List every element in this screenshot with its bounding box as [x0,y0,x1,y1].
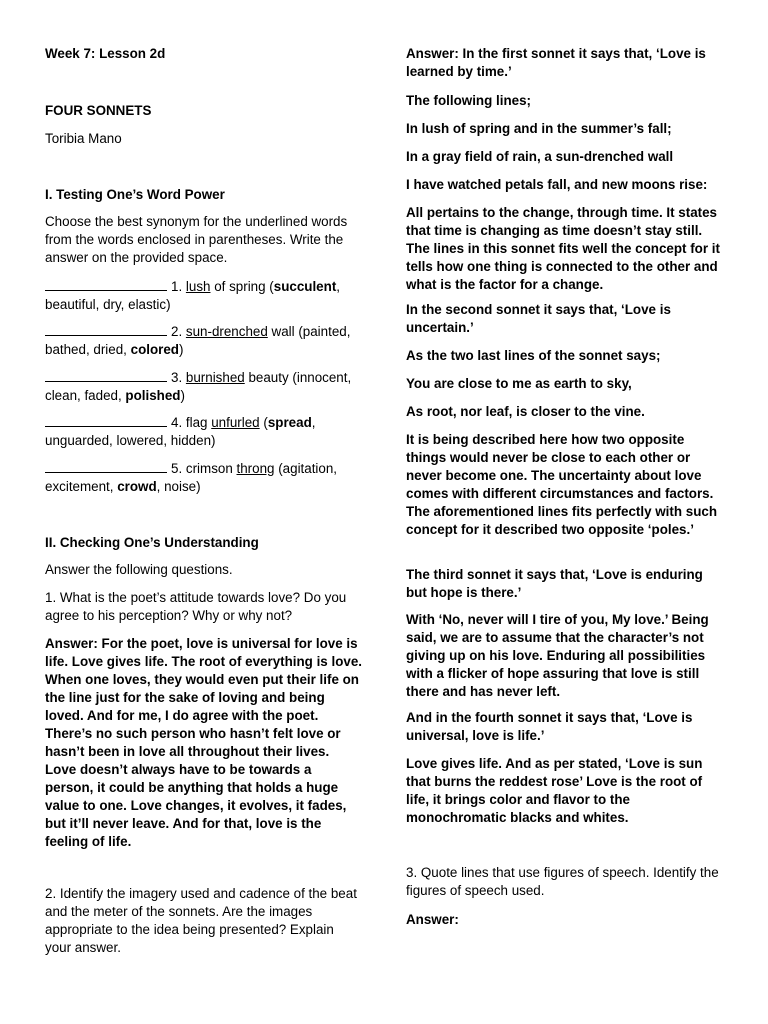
answer-blank[interactable] [45,322,167,336]
quoted-line: You are close to me as earth to sky, [406,376,632,391]
page-title: FOUR SONNETS [45,103,152,118]
question-3: 3. Quote lines that use figures of speech. Identify the figures of speech used. [406,865,719,898]
vocab-item-3: 3. burnished beauty (innocent, clean, faded, polished) [45,370,352,403]
answer-paragraph: It is being described here how two opposite things would never be close to each other or never become one. The uncertainty about love comes with different circumstances and factors. The aforementioned lines fits perfectly with such concept for it described two opposite ‘poles.’ [406,432,718,537]
answer-blank[interactable] [45,459,167,473]
question-2: 2. Identify the imagery used and cadence of the beat and the meter of the sonnets. Are the images appropriate to the idea being presented? Explain your answer. [45,886,357,955]
quoted-line: In a gray field of rain, a sun-drenched wall [406,149,674,164]
answer-paragraph: With ‘No, never will I tire of you, My love.’ Being said, we are to assume that the character’s not giving up on his love. Enduring all possibilities with a flicker of hope assuring that love is still there and has never left. [406,612,709,699]
section-2-heading: II. Checking One’s Understanding [45,535,259,550]
vocab-item-2: 2. sun-drenched wall (painted, bathed, dried, colored) [45,324,351,357]
week-label: Week 7: Lesson 2d [45,46,166,61]
quoted-line: In lush of spring and in the summer’s fall; [406,121,672,136]
question-1: 1. What is the poet’s attitude towards love? Do you agree to his perception? Why or why not? [45,590,347,623]
section-1-heading: I. Testing One’s Word Power [45,187,225,202]
author-name: Toribia Mano [45,131,122,146]
answer-3-label: Answer: [406,912,459,927]
vocab-item-4: 4. flag unfurled (spread, unguarded, lowered, hidden) [45,415,316,448]
quoted-line: As root, nor leaf, is closer to the vine. [406,404,645,419]
answer-paragraph: Love gives life. And as per stated, ‘Love is sun that burns the reddest rose’ Love is the root of life, it brings color and flavor to the monochromatic blacks and whites. [406,756,703,825]
answer-paragraph: The following lines; [406,93,531,108]
answer-paragraph: And in the fourth sonnet it says that, ‘Love is universal, love is life.’ [406,710,693,743]
quoted-line: I have watched petals fall, and new moons rise: [406,177,708,192]
answer-paragraph: Answer: In the first sonnet it says that, ‘Love is learned by time.’ [406,46,706,79]
answer-paragraph: All pertains to the change, through time. It states that time is changing as time doesn’t stay still. The lines in this sonnet fits well the concept for it tells how one thing is connected to the other and what is the factor for a change. [406,205,720,292]
section-1-instructions: Choose the best synonym for the underlined words from the words enclosed in parentheses. Write the answer on the provided space. [45,214,348,265]
vocab-item-1: 1. lush of spring (succulent, beautiful, dry, elastic) [45,279,341,312]
answer-blank[interactable] [45,413,167,427]
answer-blank[interactable] [45,277,167,291]
answer-paragraph: As the two last lines of the sonnet says; [406,348,661,363]
vocab-item-5: 5. crimson throng (agitation, excitement, crowd, noise) [45,461,338,494]
answer-blank[interactable] [45,368,167,382]
answer-paragraph: In the second sonnet it says that, ‘Love is uncertain.’ [406,302,671,335]
answer-1: Answer: For the poet, love is universal for love is life. Love gives life. The root of everything is love. When one loves, they would even put their life on the line just for the sake of loving and being loved. And for me, I do agree with the poet. There’s no such person who hasn’t felt love or hasn’t been in love all throughout their lives. Love doesn’t always have to be towards a person, it could be anything that holds a huge value to one. Love changes, it evolves, it fades, but it’ll never leave. And for that, love is the feeling of life. [45,636,362,849]
answer-paragraph: The third sonnet it says that, ‘Love is enduring but hope is there.’ [406,567,703,600]
section-2-instructions: Answer the following questions. [45,562,233,577]
